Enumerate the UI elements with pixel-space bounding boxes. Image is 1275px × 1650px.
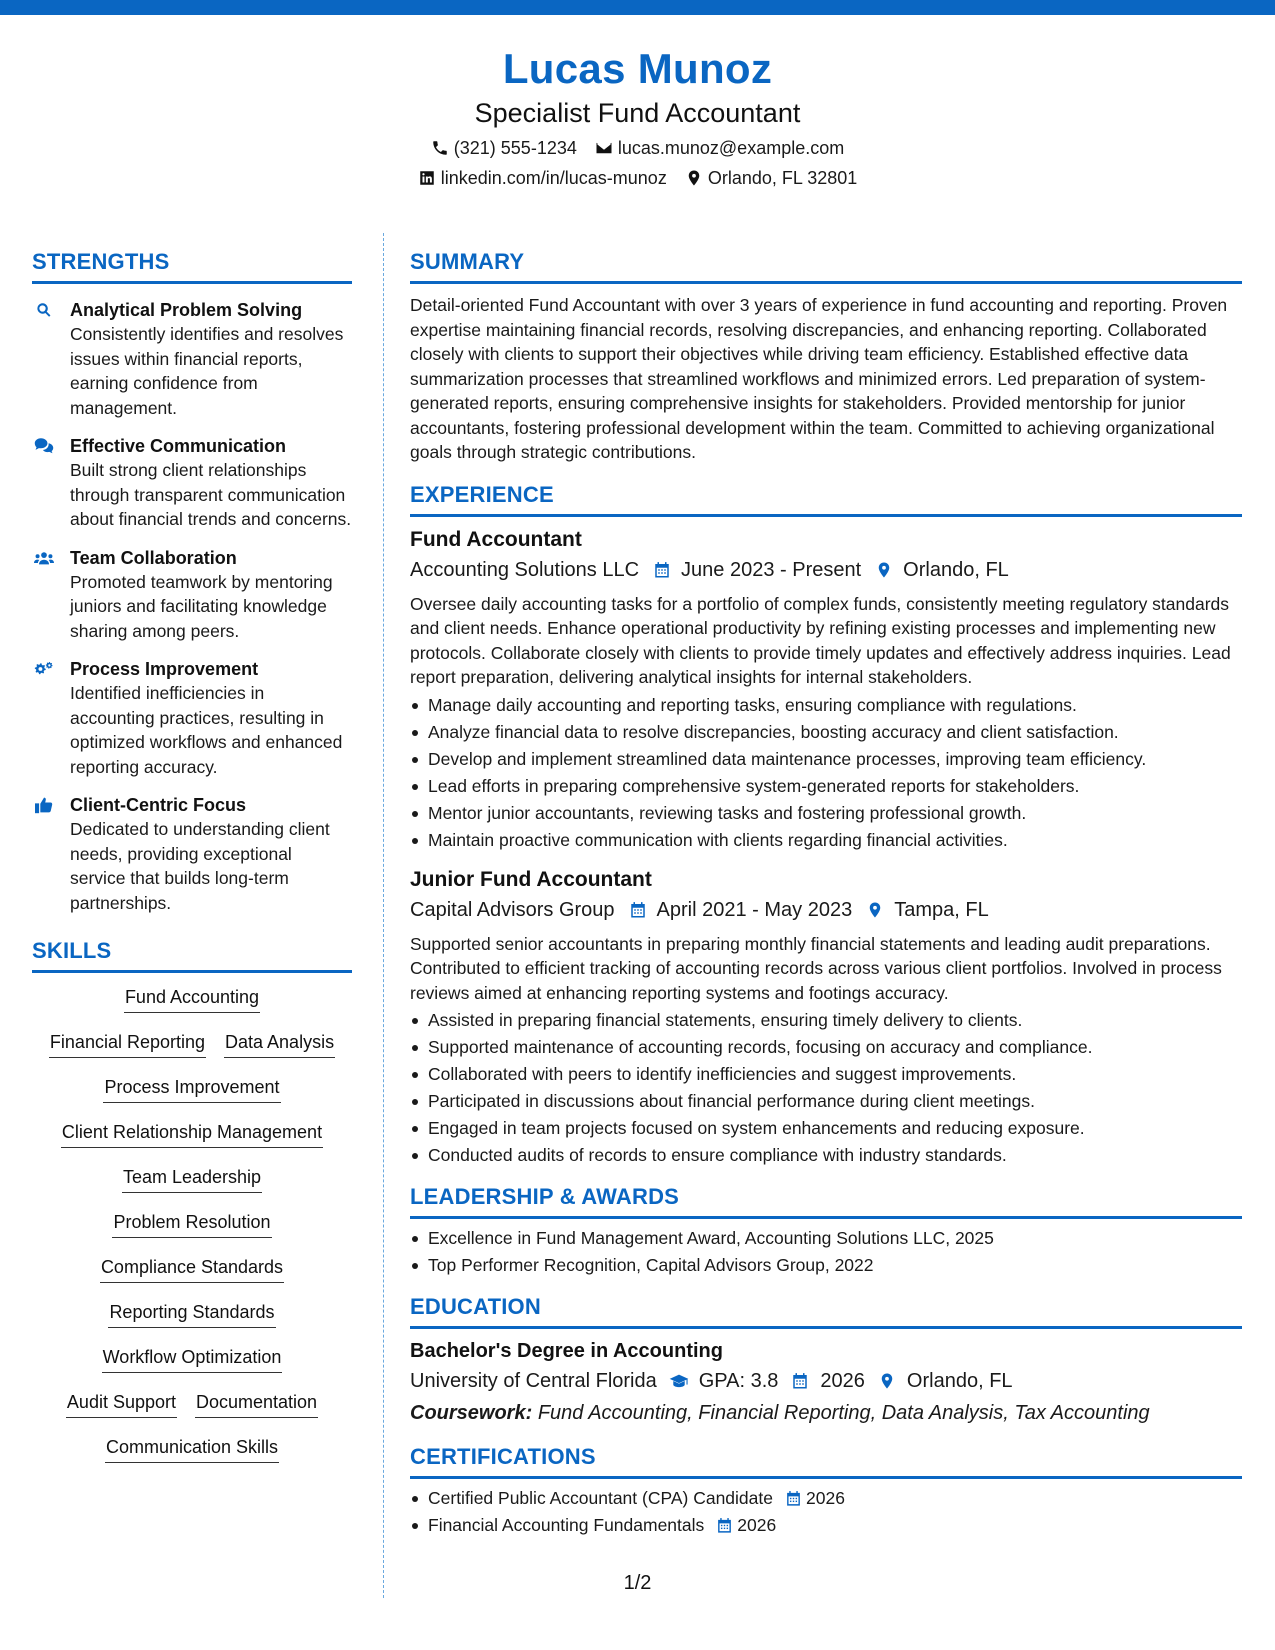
skill-tag: Compliance Standards [100,1255,284,1283]
cert-name: Financial Accounting Fundamentals [428,1515,705,1535]
skill-row [32,1300,352,1345]
experience-heading: EXPERIENCE [410,481,1242,517]
job-meta [410,556,1242,584]
comments-icon [34,437,54,455]
job-title: Fund Accountant [410,527,582,551]
skill-row [32,1165,352,1210]
school-name: University of Central Florida [410,1370,657,1392]
strength-title: Team Collaboration [70,547,237,568]
calendar-icon [629,901,647,919]
strength-desc: Built strong client relationships through transparent communication about financial trends and concerns. [70,460,352,529]
skill-tag: Process Improvement [103,1075,280,1103]
skill-tag: Financial Reporting [49,1030,206,1058]
calendar-icon [785,1490,802,1507]
map-marker-icon [875,561,893,579]
job-entry [410,526,1242,854]
skill-tag: Reporting Standards [108,1300,275,1328]
candidate-title: Specialist Fund Accountant [474,98,801,128]
list-item: Mentor junior accountants, reviewing tasks and fostering professional growth. [410,800,1242,827]
strengths-heading: STRENGTHS [32,248,352,284]
list-item: Top Performer Recognition, Capital Advisors Group, 2022 [410,1252,1242,1279]
skill-row [32,1390,352,1435]
skill-tag: Team Leadership [122,1165,262,1193]
map-marker-icon [685,169,703,187]
job-dates: June 2023 - Present [681,558,862,581]
column-divider [383,233,384,1598]
job-company: Capital Advisors Group [410,898,615,921]
summary-text: Detail-oriented Fund Accountant with over 3 years of experience in fund accounting and reporting. Proven expertise maintaining financial records, resolving discrepancies, and enhancing reporting. Collaborated closely with clients to support their objectives while driving team efficiency. Established effective data summarization processes that streamlined workflows and minimized errors. Led preparation of system-generated reports, ensuring comprehensive insights for stakeholders. Provided mentorship for junior accountants, fostering professional development within the team. Committed to achieving organizational goals through strategic contributions. [410,295,1228,462]
skill-row [32,1210,352,1255]
list-item: Maintain proactive communication with clients regarding financial activities. [410,827,1242,854]
map-marker-icon [877,1372,897,1390]
top-accent-bar [0,0,1275,15]
list-item: Assisted in preparing financial statements, ensuring timely delivery to clients. [410,1007,1242,1034]
skill-row [32,1030,352,1075]
list-item: Conducted audits of records to ensure compliance with industry standards. [410,1142,1242,1169]
strength-item [32,546,352,644]
job-title: Junior Fund Accountant [410,867,652,891]
linkedin-icon [418,169,436,187]
envelope-icon [595,139,613,157]
job-bullets [410,692,1242,854]
job-description: Oversee daily accounting tasks for a portfolio of complex funds, consistently meeting regulatory standards and client needs. Enhance operational productivity by refining existing processes and implementing new protocols. Collaborate closely with clients to provide timely updates and effectively address inquiries. Lead report preparation, delivering analytical insights for internal stakeholders. [410,593,1231,687]
skill-tag: Problem Resolution [112,1210,271,1238]
list-item: Analyze financial data to resolve discrepancies, boosting accuracy and client satisfaction. [410,719,1242,746]
skill-tag: Audit Support [66,1390,177,1418]
users-icon [34,549,54,567]
job-location: Orlando, FL [903,558,1009,581]
cert-year: 2026 [737,1515,777,1535]
strength-desc: Consistently identifies and resolves issues within financial reports, earning confidence from management. [70,324,344,418]
job-meta [410,896,1242,924]
search-icon [34,301,54,319]
strength-desc: Promoted teamwork by mentoring juniors and facilitating knowledge sharing among peers. [70,571,333,641]
degree-title: Bachelor's Degree in Accounting [410,1340,723,1362]
skills-list [32,985,352,1480]
list-item: Participated in discussions about financial performance during client meetings. [410,1088,1242,1115]
certifications-list [410,1485,1242,1539]
graduation-cap-icon [669,1372,689,1390]
candidate-name: Lucas Munoz [502,45,773,92]
list-item: Manage daily accounting and reporting tasks, ensuring compliance with regulations. [410,692,1242,719]
list-item [410,1485,1242,1512]
skill-row [32,985,352,1030]
strength-title: Client-Centric Focus [70,795,247,815]
phone-text: (321) 555-1234 [453,138,577,158]
location-contact [685,166,857,190]
strength-title: Process Improvement [70,659,259,679]
skill-row [32,1075,352,1120]
list-item: Collaborated with peers to identify inefficiencies and suggest improvements. [410,1061,1242,1088]
coursework-text: Fund Accounting, Financial Reporting, Data Analysis, Tax Accounting [537,1402,1150,1424]
gpa-text: GPA: 3.8 [698,1370,779,1392]
list-item: Develop and implement streamlined data maintenance processes, improving team efficiency. [410,746,1242,773]
list-item: Excellence in Fund Management Award, Accounting Solutions LLC, 2025 [410,1225,1242,1252]
map-marker-icon [866,901,884,919]
left-column [32,248,352,1480]
strength-title: Analytical Problem Solving [70,300,303,320]
list-item: Lead efforts in preparing comprehensive system-generated reports for stakeholders. [410,773,1242,800]
skill-tag: Documentation [195,1390,318,1418]
contact-row-1 [0,136,1275,160]
calendar-icon [716,1517,733,1534]
skill-row [32,1345,352,1390]
strength-desc: Identified inefficiencies in accounting practices, resulting in optimized workflows and enhanced reporting accuracy. [70,683,343,777]
certifications-heading: CERTIFICATIONS [410,1443,1242,1479]
strength-title: Effective Communication [70,436,287,456]
skill-row [32,1255,352,1300]
right-column [410,248,1242,1539]
list-item [410,1512,1242,1539]
phone-icon [431,139,449,157]
skill-tag: Fund Accounting [124,985,260,1013]
strength-item [32,657,352,779]
strength-desc: Dedicated to understanding client needs, providing exceptional service that builds long-term partnerships. [70,819,330,913]
skill-row [32,1435,352,1480]
contact-row-2 [0,166,1275,190]
list-item: Supported maintenance of accounting records, focusing on accuracy and compliance. [410,1034,1242,1061]
page-number: 1/2 [623,1572,652,1594]
skill-tag: Client Relationship Management [61,1120,323,1148]
location-text: Orlando, FL 32801 [707,168,858,188]
calendar-icon [653,561,671,579]
thumbs-up-icon [34,796,54,814]
cert-year: 2026 [806,1488,845,1508]
phone-contact[interactable] [431,136,577,160]
linkedin-contact[interactable] [418,166,667,190]
calendar-icon [790,1372,810,1390]
email-contact[interactable] [595,136,844,160]
coursework-label: Coursework: [410,1402,533,1424]
cert-name: Certified Public Accountant (CPA) Candidate [428,1488,773,1508]
strength-item [32,298,352,420]
job-dates: April 2021 - May 2023 [656,898,853,921]
education-meta [410,1367,1242,1395]
awards-list [410,1225,1242,1279]
education-year: 2026 [820,1370,865,1392]
strength-item [32,434,352,532]
job-bullets [410,1007,1242,1169]
email-text: lucas.munoz@example.com [617,138,845,158]
list-item: Engaged in team projects focused on system enhancements and reducing exposure. [410,1115,1242,1142]
job-entry [410,866,1242,1170]
summary-heading: SUMMARY [410,248,1242,284]
cogs-icon [34,660,54,678]
skills-heading: SKILLS [32,937,352,973]
skill-row [32,1120,352,1165]
resume-header [0,42,1275,190]
job-location: Tampa, FL [894,898,989,921]
job-company: Accounting Solutions LLC [410,558,640,581]
education-heading: EDUCATION [410,1293,1242,1329]
job-description: Supported senior accountants in preparing monthly financial statements and leading audit preparations. Contributed to efficient tracking of accounting records across various client portfolios. Involved in process reviews aimed at enhancing reporting systems and footings accuracy. [410,933,1222,1003]
skill-tag: Workflow Optimization [102,1345,283,1373]
linkedin-text: linkedin.com/in/lucas-munoz [440,168,667,188]
coursework [410,1399,1242,1427]
awards-heading: LEADERSHIP & AWARDS [410,1183,1242,1219]
skill-tag: Data Analysis [224,1030,335,1058]
skill-tag: Communication Skills [105,1435,279,1463]
strength-item [32,793,352,915]
education-location: Orlando, FL [906,1370,1013,1392]
